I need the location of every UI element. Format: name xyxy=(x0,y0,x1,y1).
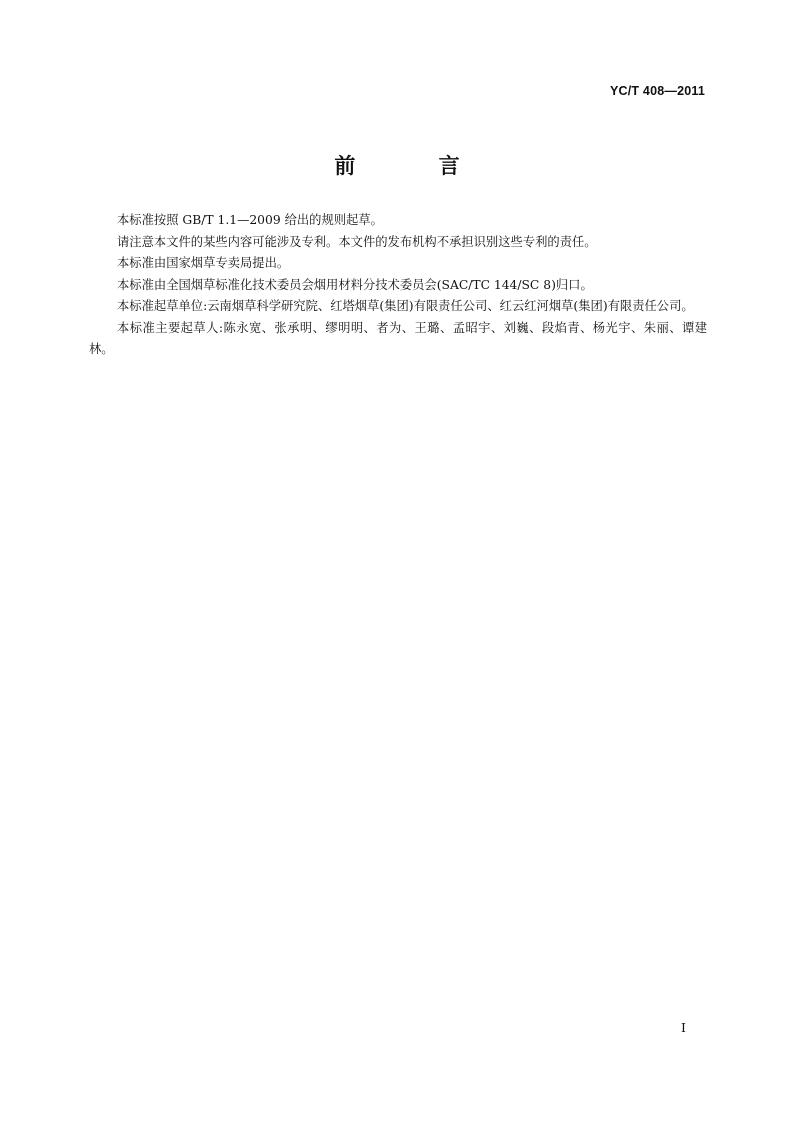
page-title: 前 言 xyxy=(334,154,498,178)
paragraph-drafting-units: 本标准起草单位:云南烟草科学研究院、红塔烟草(集团)有限责任公司、红云红河烟草(集团)有限责任公司。 xyxy=(117,299,694,313)
page-number: I xyxy=(681,1020,686,1035)
paragraph-patent-notice: 请注意本文件的某些内容可能涉及专利。本文件的发布机构不承担识别这些专利的责任。 xyxy=(117,234,597,249)
paragraph-drafting-rules: 本标准按照 GB/T 1.1—2009 给出的规则起草。 xyxy=(117,213,383,227)
paragraph-drafters: 本标准主要起草人:陈永宽、张承明、缪明明、者为、王璐、孟昭宇、刘巍、段焰青、杨光宇、朱丽、谭建林。 xyxy=(89,320,707,356)
paragraph-technical-committee: 本标准由全国烟草标准化技术委员会烟用材料分技术委员会(SAC/TC 144/SC 8)归口。 xyxy=(117,277,593,292)
paragraph-proposer: 本标准由国家烟草专卖局提出。 xyxy=(117,256,290,270)
foreword-body xyxy=(89,210,707,361)
standard-code: YC/T 408—2011 xyxy=(609,84,705,98)
